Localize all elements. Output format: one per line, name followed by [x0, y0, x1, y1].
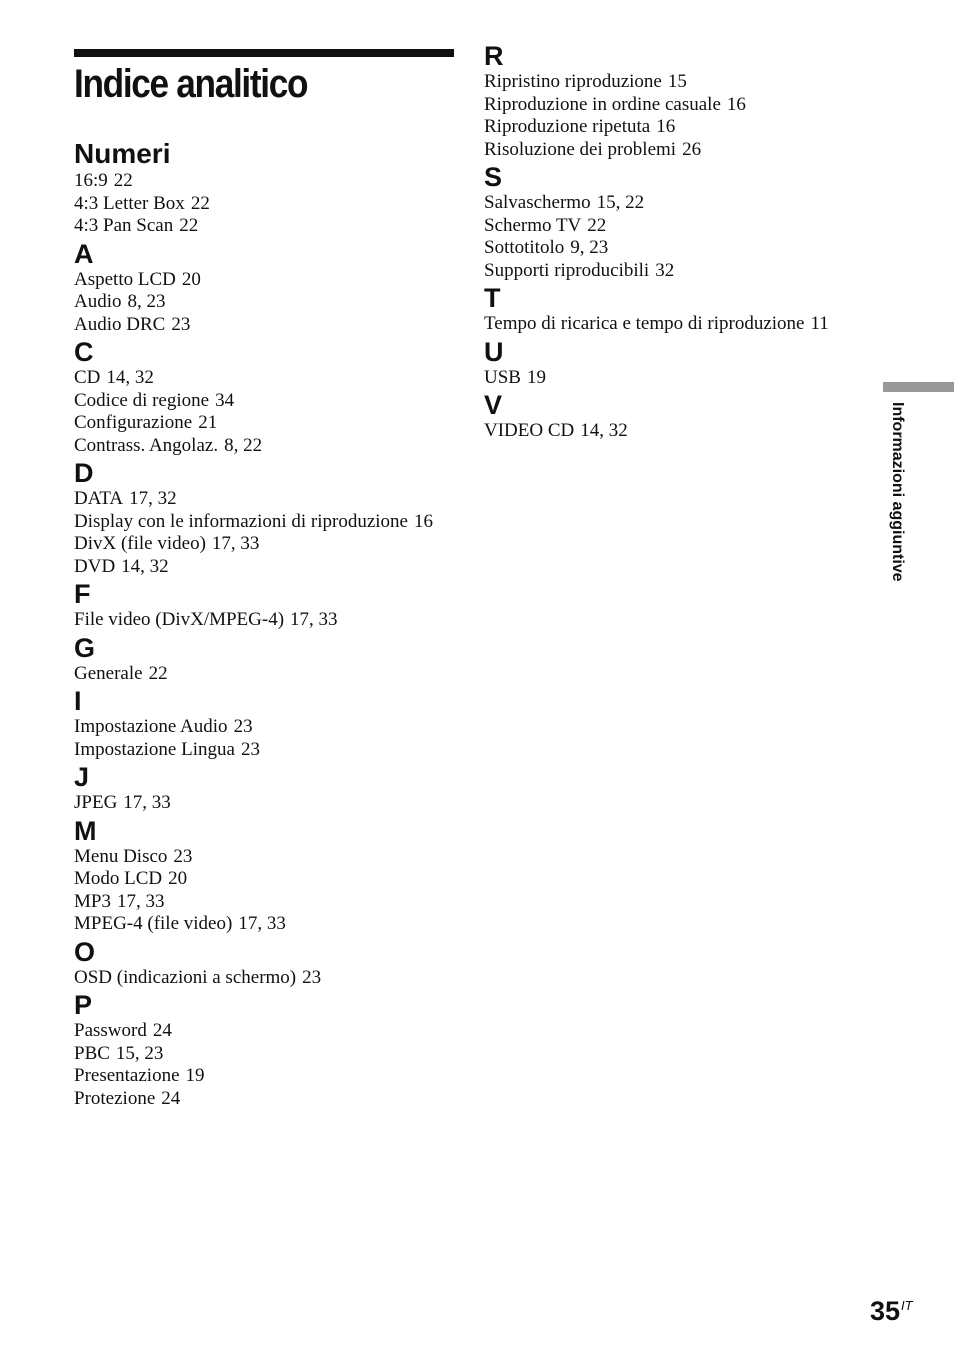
index-entry	[484, 313, 874, 336]
index-entry	[74, 891, 464, 914]
index-entry	[74, 215, 464, 238]
entry-term: DVD	[74, 555, 116, 577]
entry-pages: 16	[656, 116, 676, 137]
section-heading: O	[74, 936, 96, 967]
index-entry	[484, 215, 874, 238]
entry-pages: 23	[302, 966, 322, 988]
section-heading: A	[74, 238, 94, 269]
entry-term: MPEG-4 (file video)	[74, 913, 233, 934]
entry-term: Presentazione	[74, 1065, 180, 1086]
entry-term: Sottotitolo	[484, 237, 565, 258]
entry-term: Menu Disco	[74, 845, 168, 867]
section-heading: U	[484, 336, 504, 367]
entry-list	[484, 367, 874, 390]
entry-term: Display con le informazioni di riproduzione	[74, 510, 408, 532]
entry-list	[74, 846, 464, 936]
index-entry	[484, 94, 874, 117]
entry-term: Contrass. Angolaz.	[74, 434, 219, 456]
index-entry	[74, 967, 464, 990]
index-column-left	[74, 138, 464, 1110]
entry-term: Generale	[74, 662, 143, 684]
page-number	[870, 1296, 913, 1327]
entry-pages: 20	[168, 868, 188, 889]
entry-term: 16:9	[74, 170, 108, 191]
entry-pages: 17, 33	[116, 890, 165, 912]
entry-term: Configurazione	[74, 412, 193, 433]
entry-term: VIDEO CD	[484, 420, 575, 441]
entry-term: Schermo TV	[484, 214, 582, 236]
entry-term: Impostazione Lingua	[74, 738, 235, 760]
entry-term: DivX (file video)	[74, 533, 206, 554]
index-entry	[74, 1043, 464, 1066]
index-section	[74, 579, 464, 632]
entry-pages: 32	[655, 259, 675, 281]
index-entry	[74, 367, 464, 390]
index-section	[484, 390, 874, 443]
entry-list	[484, 71, 874, 161]
entry-term: Aspetto LCD	[74, 268, 176, 290]
index-section	[74, 633, 464, 686]
index-entry	[74, 1020, 464, 1043]
section-heading: F	[74, 579, 91, 609]
index-section	[74, 138, 464, 238]
index-entry	[74, 435, 464, 458]
entry-term: Password	[74, 1020, 147, 1041]
entry-term: PBC	[74, 1042, 110, 1064]
section-tab-label: Informazioni aggiuntive	[889, 402, 906, 582]
entry-list	[74, 609, 464, 632]
entry-list	[74, 488, 464, 578]
index-entry	[74, 533, 464, 556]
index-entry	[74, 868, 464, 891]
entry-term: Audio DRC	[74, 313, 166, 335]
entry-pages: 8, 23	[127, 291, 166, 312]
entry-pages: 23	[240, 738, 260, 760]
entry-pages: 15	[667, 71, 687, 92]
index-entry	[484, 237, 874, 260]
entry-pages: 17, 33	[123, 792, 171, 813]
entry-term: JPEG	[74, 792, 118, 813]
index-entry	[74, 193, 464, 216]
entry-pages: 22	[190, 192, 210, 214]
entry-pages: 23	[233, 716, 253, 737]
index-entry	[74, 291, 464, 314]
entry-term: MP3	[74, 890, 111, 912]
section-heading: P	[74, 990, 93, 1020]
entry-pages: 24	[152, 1020, 172, 1041]
index-entry	[484, 420, 874, 443]
entry-list	[74, 716, 464, 761]
entry-pages: 14, 32	[580, 420, 628, 441]
index-entry	[484, 260, 874, 283]
index-section	[74, 762, 464, 815]
index-entry	[484, 116, 874, 139]
index-entry	[74, 1065, 464, 1088]
entry-term: USB	[484, 366, 521, 388]
entry-term: 4:3 Letter Box	[74, 192, 185, 214]
entry-pages: 8, 22	[224, 434, 263, 456]
index-entry	[484, 71, 874, 94]
index-entry	[74, 269, 464, 292]
section-tab-bar	[883, 382, 954, 392]
index-section	[74, 816, 464, 936]
entry-term: OSD (indicazioni a schermo)	[74, 966, 297, 988]
index-section	[484, 41, 874, 161]
title-rule	[74, 49, 454, 57]
index-column-right	[484, 41, 874, 443]
entry-list	[74, 367, 464, 457]
entry-term: Tempo di ricarica e tempo di riproduzione	[484, 313, 805, 334]
entry-list	[74, 663, 464, 686]
index-entry	[484, 367, 874, 390]
section-heading: D	[74, 458, 94, 488]
index-entry	[74, 511, 464, 534]
entry-pages: 17, 33	[290, 609, 338, 630]
section-heading: M	[74, 815, 97, 846]
entry-term: Protezione	[74, 1087, 156, 1109]
entry-term: Salvaschermo	[484, 192, 591, 213]
entry-list	[74, 269, 464, 337]
entry-term: Risoluzione dei problemi	[484, 138, 677, 160]
entry-pages: 24	[161, 1087, 181, 1109]
entry-pages: 14, 32	[106, 367, 154, 388]
index-entry	[484, 139, 874, 162]
index-entry	[74, 716, 464, 739]
entry-term: Riproduzione in ordine casuale	[484, 93, 721, 115]
index-entry	[74, 390, 464, 413]
section-heading: R	[484, 41, 504, 71]
entry-pages: 19	[185, 1065, 205, 1086]
entry-pages: 15, 23	[115, 1042, 164, 1064]
index-section	[484, 337, 874, 390]
entry-list	[484, 192, 874, 282]
index-entry	[74, 792, 464, 815]
page-number-value: 35	[870, 1296, 901, 1326]
entry-term: Impostazione Audio	[74, 716, 228, 737]
index-section	[74, 990, 464, 1110]
entry-pages: 14, 32	[121, 555, 169, 577]
index-section	[484, 283, 874, 336]
index-entry	[74, 913, 464, 936]
entry-pages: 16	[414, 510, 433, 532]
index-section	[74, 239, 464, 337]
entry-pages: 20	[181, 268, 201, 290]
index-section	[74, 458, 464, 578]
section-heading: S	[484, 162, 503, 192]
entry-list	[74, 170, 464, 238]
section-heading: Numeri	[74, 138, 171, 169]
section-heading: C	[74, 337, 94, 367]
entry-pages: 15, 22	[596, 192, 645, 213]
entry-list	[74, 967, 464, 990]
entry-term: 4:3 Pan Scan	[74, 215, 174, 236]
index-section	[484, 162, 874, 282]
entry-term: DATA	[74, 488, 124, 509]
entry-pages: 34	[215, 389, 235, 411]
entry-pages: 21	[198, 412, 218, 433]
index-entry	[74, 556, 464, 579]
section-heading: J	[74, 762, 90, 792]
entry-pages: 23	[171, 313, 191, 335]
index-entry	[74, 739, 464, 762]
entry-term: Ripristino riproduzione	[484, 71, 662, 92]
section-heading: I	[74, 686, 82, 716]
entry-term: Riproduzione ripetuta	[484, 116, 651, 137]
entry-list	[74, 792, 464, 815]
index-entry	[74, 488, 464, 511]
section-heading: G	[74, 632, 96, 663]
entry-pages: 22	[113, 170, 133, 191]
entry-pages: 19	[526, 366, 546, 388]
section-heading: V	[484, 390, 503, 420]
index-entry	[74, 609, 464, 632]
page-title: Indice analitico	[74, 62, 308, 106]
entry-pages: 22	[179, 215, 199, 236]
entry-pages: 26	[682, 138, 702, 160]
index-section	[74, 686, 464, 761]
entry-term: Supporti riproducibili	[484, 259, 650, 281]
page-language: IT	[901, 1298, 913, 1313]
entry-pages: 22	[148, 662, 168, 684]
entry-list	[484, 420, 874, 443]
section-heading: T	[484, 283, 501, 313]
index-section	[74, 337, 464, 457]
entry-list	[484, 313, 874, 336]
index-entry	[74, 846, 464, 869]
entry-pages: 17, 33	[238, 913, 286, 934]
index-entry	[484, 192, 874, 215]
entry-pages: 11	[810, 313, 829, 334]
entry-pages: 9, 23	[570, 237, 609, 258]
entry-pages: 17, 32	[129, 488, 177, 509]
entry-term: Audio	[74, 291, 122, 312]
index-section	[74, 937, 464, 990]
entry-term: Modo LCD	[74, 868, 163, 889]
entry-list	[74, 1020, 464, 1110]
index-entry	[74, 663, 464, 686]
index-entry	[74, 412, 464, 435]
entry-term: File video (DivX/MPEG-4)	[74, 609, 285, 630]
entry-pages: 16	[726, 93, 746, 115]
index-entry	[74, 170, 464, 193]
entry-pages: 17, 33	[211, 533, 260, 554]
entry-pages: 22	[587, 214, 607, 236]
index-entry	[74, 1088, 464, 1111]
entry-term: Codice di regione	[74, 389, 210, 411]
entry-term: CD	[74, 367, 101, 388]
index-entry	[74, 314, 464, 337]
entry-pages: 23	[173, 845, 193, 867]
